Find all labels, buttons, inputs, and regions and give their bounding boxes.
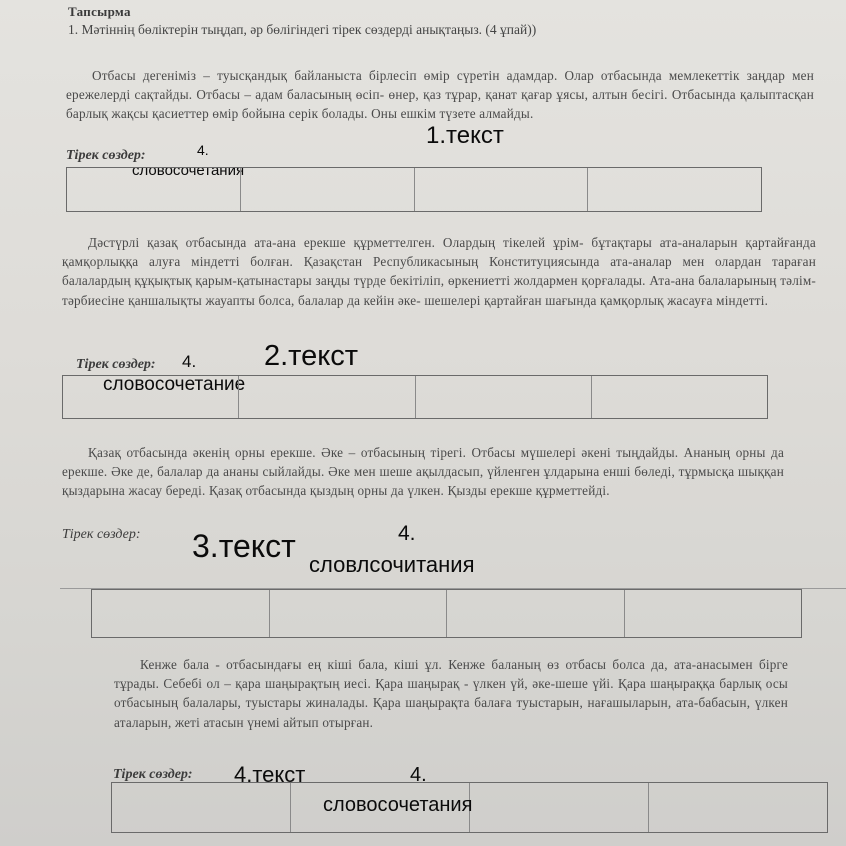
handwritten-text-label-3: 3.текст [192,528,296,564]
answer-cell[interactable] [470,783,649,832]
support-words-label-4: Тірек сөздер: [113,767,193,782]
answer-cell[interactable] [241,168,415,211]
answer-cell[interactable] [270,590,448,637]
handwritten-words-4: словосочетания [323,794,473,816]
task-instruction: 1. Мәтіннің бөліктерін тыңдап, әр бөлігіндегі тірек сөздерді анықтаңыз. (4 ұпай)) [68,22,537,37]
answer-cell[interactable] [239,376,415,418]
answer-cell[interactable] [415,168,589,211]
paragraph-4: Кенже бала - отбасындағы ең кіші бала, кіші ұл. Кенже баланың өз отбасы болса да, ата-анасымен бірге тұрады. Себебі ол – қара шаңырақтың иесі. Қара шаңырақ - үлкен үй, әке-шеше үйі. Қара шаңыраққа барлық осы отбасының балалары, туыстары жиналады. Қара шаңырақта балаға туыстарын, нағашыларын, ата-бабасын, үлкен аталарын, жеті атасын үнемі айтып отырған. [114,657,788,730]
paragraph-3: Қазақ отбасында әкенің орны ерекше. Әке – отбасының тірегі. Отбасы мүшелері әкені тыңдайды. Ананың орны да ерекше. Әке де, балалар да ананы сыйлайды. Әке мен шеше ақылдасып, үйленген ұлдарына енші бөледі, тұрмысқа шыққан қыздарына жасау береді. Қазақ отбасында қыздың орны да үлкен. Қызды ерекше құрметтейді. [62,445,784,499]
support-words-label-2: Тірек сөздер: [76,357,156,372]
paragraph-1: Отбасы дегеніміз – туысқандық байланыста бірлесіп өмір сүретін адамдар. Олар отбасында мемлекеттік заңдар мен ережелерді сақтайды. Отбасы – адам баласының өсіп- өнер, қаз тұрар, қанат қағар ұясы, алтын бесігі. Отбасында қалыптасқан барлық жақсы қасиеттер өмір бойына серік болады. Оны ешкім түзете алмайды. [66,68,814,122]
handwritten-number-4: 4. [410,764,427,786]
answer-cell[interactable] [63,376,239,418]
handwritten-text-label-1: 1.текст [426,122,504,149]
answer-cell[interactable] [649,783,827,832]
handwritten-text-label-4: 4.текст [234,762,306,787]
handwritten-words-2: словосочетание [103,374,246,395]
handwritten-number-3: 4. [398,522,416,545]
answer-table-2 [62,375,768,419]
support-words-label-1: Тірек сөздер: [66,148,146,163]
answer-table-3 [91,589,802,638]
answer-cell[interactable] [92,590,270,637]
answer-cell[interactable] [588,168,761,211]
handwritten-number-2: 4. [182,352,197,371]
handwritten-text-label-2: 2.текст [264,340,359,372]
answer-cell[interactable] [112,783,291,832]
paragraph-2: Дәстүрлі қазақ отбасында ата-ана ерекше құрметтелген. Олардың тікелей ұрім- бұтақтары ата-аналарын қартайғанда қамқорлыққа алуға міндетті болған. Қазақстан Республикасының Конституциясында ата-аналар мен олардан тараған балалардың құқықтық қарым-қатынастары заңды түрде бекітіліп, өркениетті жолдармен қорғалады. Ата-ана балаларының тәлім-тәрбиесіне қаншалықты жауапты болса, балалар да кейін әке- шешелері қартайған шағында қамқорлық жасауға міндетті. [62,235,816,308]
handwritten-words-3: словлсочитания [309,552,475,577]
worksheet-title: Тапсырма [68,4,131,19]
answer-table-1 [66,167,762,212]
answer-cell[interactable] [67,168,241,211]
handwritten-words-1: словосочетания [132,162,245,179]
support-words-label-3: Тірек сөздер: [62,527,141,542]
answer-cell[interactable] [416,376,592,418]
answer-cell[interactable] [625,590,802,637]
handwritten-number-1: 4. [197,142,209,158]
answer-cell[interactable] [447,590,625,637]
answer-cell[interactable] [592,376,767,418]
